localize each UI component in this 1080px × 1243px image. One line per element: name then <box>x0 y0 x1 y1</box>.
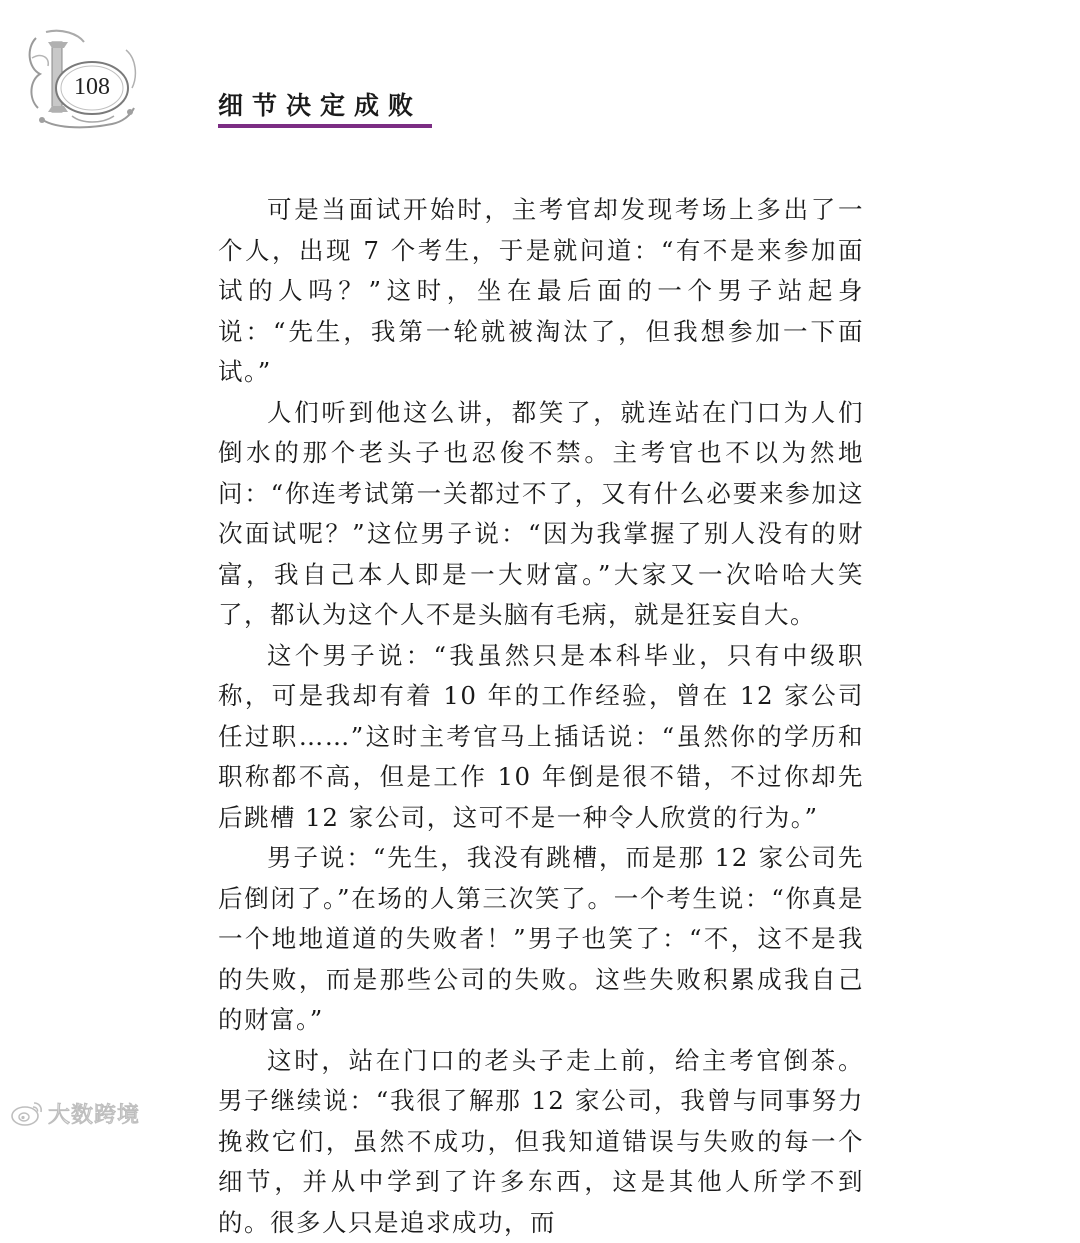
paragraph: 男子说：“先生，我没有跳槽，而是那 12 家公司先后倒闭了。”在场的人第三次笑了。一个考生说：“你真是一个地地道道的失败者！”男子也笑了：“不，这不是我的失败，而是那些公司的失败。这些失败积累成我自己的财富。” <box>218 838 864 1041</box>
watermark <box>10 1097 140 1129</box>
paragraph: 人们听到他这么讲，都笑了，就连站在门口为人们倒水的那个老头子也忍俊不禁。主考官也不以为然地问：“你连考试第一关都过不了，又有什么必要来参加这次面试呢？”这位男子说：“因为我掌握了别人没有的财富，我自己本人即是一大财富。”大家又一次哈哈大笑了，都认为这个人不是头脑有毛病，就是狂妄自大。 <box>218 393 864 636</box>
header-rule <box>218 124 432 128</box>
paragraph: 这个男子说：“我虽然只是本科毕业，只有中级职称，可是我却有着 10 年的工作经验，曾在 12 家公司任过职……”这时主考官马上插话说：“虽然你的学历和职称都不高，但是工作 10 年倒是很不错，不过你却先后跳槽 12 家公司，这可不是一种令人欣赏的行为。” <box>218 636 864 839</box>
paragraph: 这时，站在门口的老头子走上前，给主考官倒茶。男子继续说：“我很了解那 12 家公司，我曾与同事努力挽救它们，虽然不成功，但我知道错误与失败的每一个细节，并从中学到了许多东西，这是其他人所学不到的。很多人只是追求成功，而 <box>218 1041 864 1243</box>
watermark-text: 大数跨境 <box>48 1098 140 1129</box>
weibo-icon <box>10 1099 44 1127</box>
running-title: 细节决定成败 <box>218 86 422 122</box>
page-number: 108 <box>52 74 132 101</box>
paragraph: 可是当面试开始时，主考官却发现考场上多出了一个人，出现 7 个考生，于是就问道：“有不是来参加面试的人吗？”这时，坐在最后面的一个男子站起身说：“先生，我第一轮就被淘汰了，但我想参加一下面试。” <box>218 190 864 393</box>
body-text <box>218 190 864 1243</box>
